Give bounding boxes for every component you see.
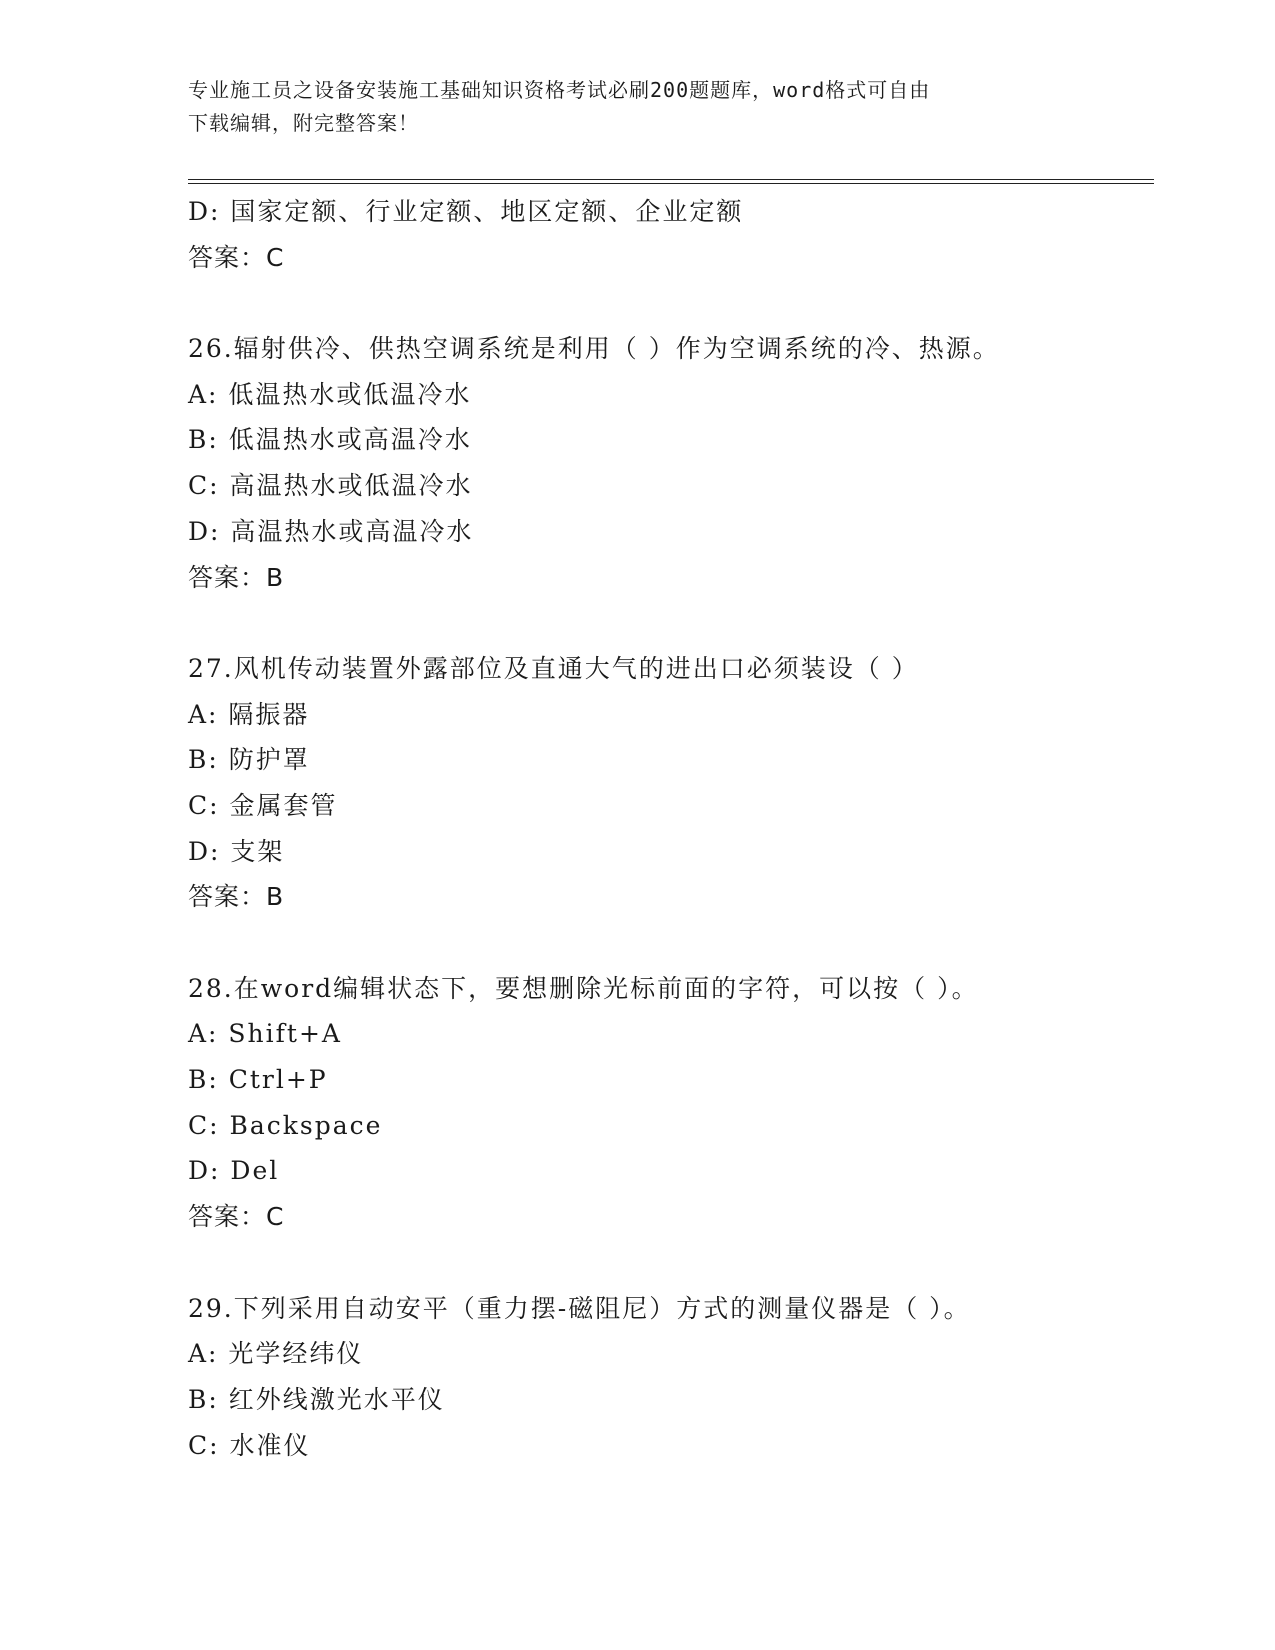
spacer xyxy=(188,280,1148,326)
header-title-line-2: 下载编辑，附完整答案！ xyxy=(188,111,419,135)
question-stem: 29.下列采用自动安平（重力摆-磁阻尼）方式的测量仪器是（ ）。 xyxy=(188,1293,971,1323)
spacer xyxy=(188,920,1148,966)
question-stem: 26.辐射供冷、供热空调系统是利用（ ）作为空调系统的冷、热源。 xyxy=(188,334,1000,364)
option-b: B: 红外线激光水平仪 xyxy=(188,1384,445,1414)
answer-line: 答案：B xyxy=(188,562,285,592)
question-stem: 28.在word编辑状态下，要想删除光标前面的字符，可以按（ ）。 xyxy=(188,973,979,1003)
option-d: D: 高温热水或高温冷水 xyxy=(188,516,474,546)
question-27 xyxy=(188,646,1148,920)
option-c: C: Backspace xyxy=(188,1110,383,1140)
document-header xyxy=(188,74,1068,140)
spacer xyxy=(188,600,1148,646)
question-list xyxy=(188,189,1148,1468)
option-d: D: 支架 xyxy=(188,836,285,866)
option-b: B: 低温热水或高温冷水 xyxy=(188,425,472,455)
question-26 xyxy=(188,326,1148,600)
option-a: A: 光学经纬仪 xyxy=(188,1339,364,1369)
answer-line: 答案：C xyxy=(188,1202,285,1232)
question-29 xyxy=(188,1286,1148,1469)
carryover-answer: 答案：C xyxy=(188,242,285,272)
question-28 xyxy=(188,966,1148,1240)
option-d: D: Del xyxy=(188,1156,280,1186)
option-c: C: 水准仪 xyxy=(188,1430,311,1460)
header-rule-top xyxy=(188,179,1154,180)
question-stem: 27.风机传动装置外露部位及直通大气的进出口必须装设（ ） xyxy=(188,653,919,683)
header-rule-bottom xyxy=(188,183,1154,184)
option-c: C: 高温热水或低温冷水 xyxy=(188,471,473,501)
carryover-option-d: D: 国家定额、行业定额、地区定额、企业定额 xyxy=(188,197,744,226)
answer-line: 答案：B xyxy=(188,882,285,912)
spacer xyxy=(188,1240,1148,1286)
option-c: C: 金属套管 xyxy=(188,790,338,820)
option-a: A: 低温热水或低温冷水 xyxy=(188,379,472,409)
option-b: B: 防护罩 xyxy=(188,745,310,775)
header-title-line-1: 专业施工员之设备安装施工基础知识资格考试必刷200题题库，word格式可自由 xyxy=(188,78,931,102)
option-a: A: Shift+A xyxy=(188,1019,342,1049)
option-a: A: 隔振器 xyxy=(188,699,310,729)
option-b: B: Ctrl+P xyxy=(188,1065,328,1095)
